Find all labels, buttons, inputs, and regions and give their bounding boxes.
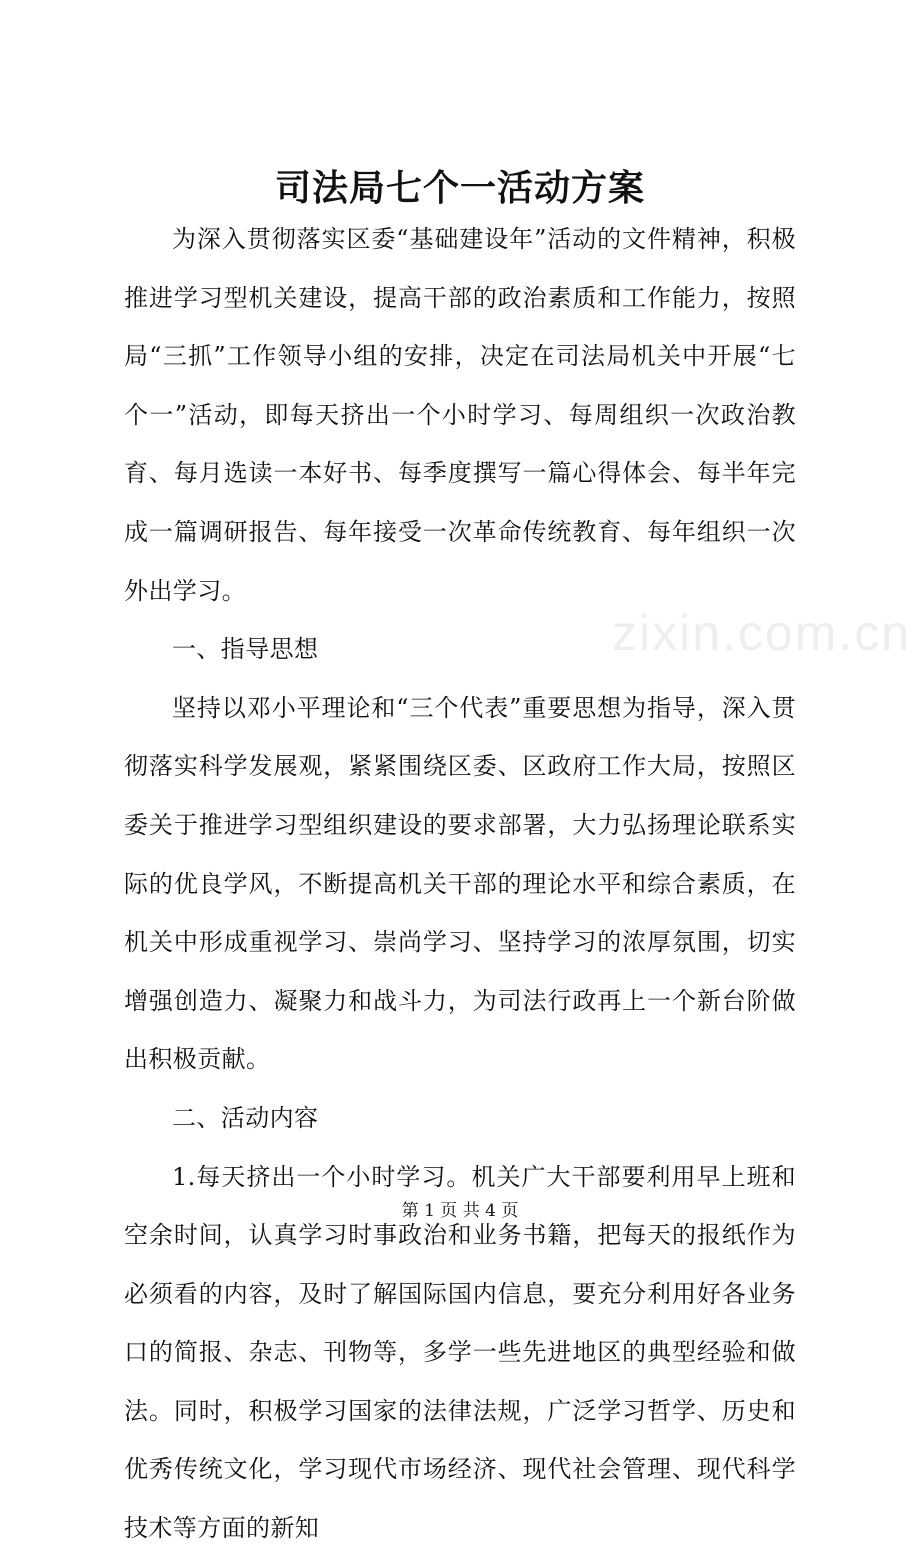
- section-heading-activity-content: 二、活动内容: [172, 1103, 319, 1132]
- guiding-ideology-paragraph: 坚持以邓小平理论和“三个代表”重要思想为指导，深入贯彻落实科学发展观，紧紧围绕区委、区政府工作大局，按照区委关于推进学习型组织建设的要求部署，大力弘扬理论联系实际的优良学风，不断提高机关干部的理论水平和综合素质，在机关中形成重视学习、崇尚学习、坚持学习的浓厚氛围，切实增强创造力、凝聚力和战斗力，为司法行政再上一个新台阶做出积极贡献。: [124, 693, 796, 1074]
- intro-paragraph: 为深入贯彻落实区委“基础建设年”活动的文件精神，积极推进学习型机关建设，提高干部的政治素质和工作能力，按照局“三抓”工作领导小组的安排，决定在司法局机关中开展“七个一”活动，即每天挤出一个小时学习、每周组织一次政治教育、每月选读一本好书、每季度撰写一篇心得体会、每半年完成一篇调研报告、每年接受一次革命传统教育、每年组织一次外出学习。: [124, 225, 796, 605]
- page-footer: 第 1 页 共 4 页: [401, 1201, 519, 1221]
- section-heading-guiding-ideology: 一、指导思想: [172, 635, 319, 664]
- document-body: [124, 210, 796, 1558]
- watermark: zixin.com.cn: [612, 605, 912, 661]
- document-title: 司法局七个一活动方案: [274, 167, 645, 209]
- activity-item-1-paragraph: 1.每天挤出一个小时学习。机关广大干部要利用早上班和空余时间，认真学习时事政治和业务书籍，把每天的报纸作为必须看的内容，及时了解国际国内信息，要充分利用好各业务口的简报、杂志、刊物等，多学一些先进地区的典型经验和做法。同时，积极学习国家的法律法规，广泛学习哲学、历史和优秀传统文化，学习现代市场经济、现代社会管理、现代科学技术等方面的新知: [124, 1162, 796, 1543]
